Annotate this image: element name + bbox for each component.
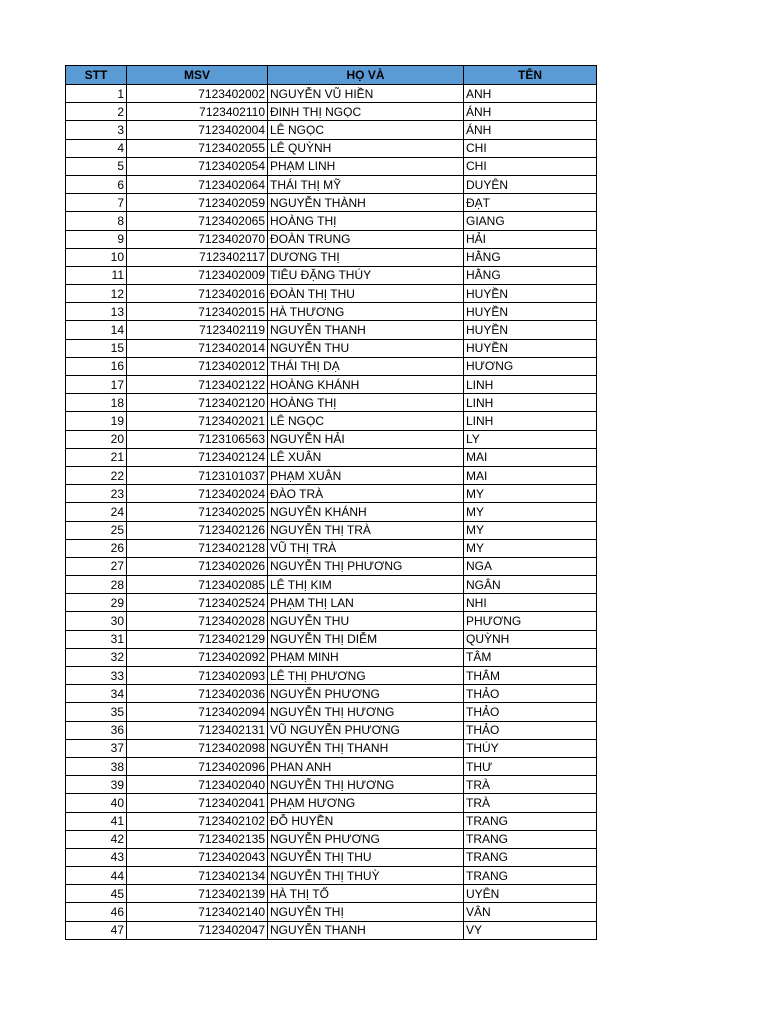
cell-stt: 34 [66,685,127,703]
table-row [66,830,597,848]
cell-ten: HƯƠNG [464,357,597,375]
table-row [66,266,597,284]
cell-ho: HOÀNG KHÁNH [268,376,464,394]
cell-msv: 7123402043 [127,848,268,866]
table-row [66,848,597,866]
table-row [66,175,597,193]
cell-ten: TRÀ [464,794,597,812]
cell-stt: 33 [66,667,127,685]
cell-stt: 9 [66,230,127,248]
cell-stt: 41 [66,812,127,830]
cell-ho: NGUYỄN HẢI [268,430,464,448]
cell-ho: HÀ THỊ TỐ [268,885,464,903]
cell-ten: NGÂN [464,576,597,594]
table-row [66,230,597,248]
cell-msv: 7123402093 [127,667,268,685]
cell-ten: THẢO [464,721,597,739]
cell-stt: 39 [66,776,127,794]
cell-ho: ĐINH THỊ NGỌC [268,103,464,121]
table-row [66,103,597,121]
cell-stt: 11 [66,266,127,284]
cell-msv: 7123402124 [127,448,268,466]
cell-stt: 5 [66,157,127,175]
table-row [66,612,597,630]
cell-stt: 37 [66,739,127,757]
cell-ten: HẰNG [464,248,597,266]
header-ho: HỌ VÀ [268,66,464,85]
cell-ho: NGUYỄN THỊ HƯƠNG [268,703,464,721]
cell-stt: 46 [66,903,127,921]
cell-stt: 16 [66,357,127,375]
cell-ho: ĐOÀN TRUNG [268,230,464,248]
cell-ten: LINH [464,376,597,394]
cell-stt: 43 [66,848,127,866]
cell-stt: 45 [66,885,127,903]
cell-ho: ĐÀO TRÀ [268,485,464,503]
cell-msv: 7123402065 [127,212,268,230]
cell-msv: 7123402009 [127,266,268,284]
cell-ten: MAI [464,466,597,484]
cell-ten: NHI [464,594,597,612]
cell-ho: NGUYỄN THU [268,339,464,357]
cell-ho: LÊ NGỌC [268,121,464,139]
cell-ho: NGUYỄN THÀNH [268,194,464,212]
cell-stt: 47 [66,921,127,939]
cell-stt: 24 [66,503,127,521]
cell-stt: 15 [66,339,127,357]
header-msv: MSV [127,66,268,85]
table-row [66,339,597,357]
cell-ho: NGUYỄN THỊ THUỲ [268,867,464,885]
table-row [66,594,597,612]
table-body [66,85,597,940]
cell-msv: 7123402524 [127,594,268,612]
table-row [66,85,597,103]
cell-stt: 29 [66,594,127,612]
cell-ho: NGUYỄN THỊ THU [268,848,464,866]
cell-stt: 21 [66,448,127,466]
cell-stt: 31 [66,630,127,648]
cell-msv: 7123402094 [127,703,268,721]
cell-msv: 7123402036 [127,685,268,703]
cell-msv: 7123402117 [127,248,268,266]
cell-ten: ÁNH [464,103,597,121]
table-row [66,867,597,885]
cell-stt: 30 [66,612,127,630]
table-row [66,521,597,539]
table-row [66,448,597,466]
table-row [66,812,597,830]
cell-msv: 7123402064 [127,175,268,193]
cell-stt: 6 [66,175,127,193]
cell-ho: VŨ THỊ TRÀ [268,539,464,557]
cell-ten: NGA [464,557,597,575]
cell-ten: HUYỀN [464,321,597,339]
cell-ho: NGUYỄN KHÁNH [268,503,464,521]
cell-stt: 35 [66,703,127,721]
table-row [66,466,597,484]
table-row [66,885,597,903]
cell-msv: 7123402119 [127,321,268,339]
table-row [66,303,597,321]
cell-msv: 7123402047 [127,921,268,939]
cell-ten: QUỲNH [464,630,597,648]
cell-msv: 7123402024 [127,485,268,503]
cell-msv: 7123402128 [127,539,268,557]
cell-stt: 13 [66,303,127,321]
cell-msv: 7123402028 [127,612,268,630]
cell-stt: 23 [66,485,127,503]
table-row [66,703,597,721]
table-row [66,394,597,412]
cell-msv: 7123402135 [127,830,268,848]
cell-ten: HUYỀN [464,303,597,321]
cell-msv: 7123402012 [127,357,268,375]
cell-stt: 4 [66,139,127,157]
cell-ten: TRANG [464,812,597,830]
cell-ten: THẮM [464,667,597,685]
table-row [66,794,597,812]
cell-stt: 26 [66,539,127,557]
cell-ten: HUYỀN [464,285,597,303]
table-row [66,212,597,230]
cell-ho: PHẠM THỊ LAN [268,594,464,612]
table-row [66,121,597,139]
cell-ho: NGUYỄN THỊ DIỄM [268,630,464,648]
cell-stt: 17 [66,376,127,394]
table-row [66,157,597,175]
table-row [66,357,597,375]
cell-msv: 7123402110 [127,103,268,121]
cell-ten: CHI [464,157,597,175]
cell-ho: HÀ THƯƠNG [268,303,464,321]
cell-ho: THÁI THỊ DẠ [268,357,464,375]
cell-ten: ANH [464,85,597,103]
cell-ten: GIANG [464,212,597,230]
cell-ho: NGUYỄN THỊ THANH [268,739,464,757]
cell-ho: ĐOÀN THỊ THU [268,285,464,303]
cell-ten: MY [464,521,597,539]
cell-stt: 44 [66,867,127,885]
cell-ten: THẢO [464,685,597,703]
table-row [66,539,597,557]
cell-ten: VY [464,921,597,939]
cell-stt: 14 [66,321,127,339]
cell-ten: TÂM [464,648,597,666]
cell-ho: NGUYỄN THỊ TRÀ [268,521,464,539]
cell-msv: 7123402026 [127,557,268,575]
table-row [66,139,597,157]
cell-ho: PHẠM LINH [268,157,464,175]
cell-ten: UYÊN [464,885,597,903]
table-row [66,776,597,794]
cell-msv: 7123402096 [127,757,268,775]
cell-stt: 8 [66,212,127,230]
cell-ho: PHẠM HƯƠNG [268,794,464,812]
cell-ho: NGUYỄN THANH [268,321,464,339]
table-row [66,248,597,266]
cell-ten: TRANG [464,848,597,866]
cell-stt: 12 [66,285,127,303]
header-ten: TÊN [464,66,597,85]
cell-ten: CHI [464,139,597,157]
table-row [66,194,597,212]
cell-msv: 7123402040 [127,776,268,794]
cell-ten: HUYỀN [464,339,597,357]
cell-ho: NGUYỄN THỊ HƯƠNG [268,776,464,794]
table-row [66,921,597,939]
cell-ho: LÊ QUỲNH [268,139,464,157]
cell-ten: HẢI [464,230,597,248]
cell-stt: 28 [66,576,127,594]
cell-stt: 22 [66,466,127,484]
cell-ho: LÊ THỊ PHƯƠNG [268,667,464,685]
table-row [66,721,597,739]
cell-ho: LÊ XUÂN [268,448,464,466]
header-row [66,66,597,85]
cell-stt: 36 [66,721,127,739]
cell-msv: 7123101037 [127,466,268,484]
table-row [66,903,597,921]
cell-ten: THƯ [464,757,597,775]
cell-ten: MAI [464,448,597,466]
cell-msv: 7123402055 [127,139,268,157]
table-row [66,485,597,503]
cell-ten: LINH [464,412,597,430]
cell-ho: TIÊU ĐẶNG THÚY [268,266,464,284]
cell-ten: THÚY [464,739,597,757]
cell-stt: 3 [66,121,127,139]
cell-ten: THẢO [464,703,597,721]
cell-ten: ĐẠT [464,194,597,212]
cell-ho: ĐỖ HUYỀN [268,812,464,830]
cell-msv: 7123402059 [127,194,268,212]
table-row [66,376,597,394]
table-row [66,630,597,648]
cell-ten: HẰNG [464,266,597,284]
cell-ho: VŨ NGUYỄN PHƯƠNG [268,721,464,739]
cell-ho: HOÀNG THỊ [268,212,464,230]
cell-ho: NGUYỄN THU [268,612,464,630]
cell-msv: 7123402014 [127,339,268,357]
table-row [66,321,597,339]
cell-msv: 7123402021 [127,412,268,430]
table-row [66,503,597,521]
table-row [66,739,597,757]
table-row [66,412,597,430]
cell-msv: 7123402002 [127,85,268,103]
table-row [66,757,597,775]
cell-ten: TRANG [464,830,597,848]
cell-msv: 7123402004 [127,121,268,139]
cell-ten: LY [464,430,597,448]
cell-msv: 7123402041 [127,794,268,812]
cell-stt: 10 [66,248,127,266]
cell-msv: 7123402139 [127,885,268,903]
cell-msv: 7123402092 [127,648,268,666]
student-table [65,65,597,940]
cell-ho: NGUYỄN THỊ PHƯƠNG [268,557,464,575]
cell-ho: LÊ NGỌC [268,412,464,430]
cell-msv: 7123402016 [127,285,268,303]
table-row [66,576,597,594]
table-row [66,285,597,303]
cell-ten: ÁNH [464,121,597,139]
cell-ten: MY [464,485,597,503]
header-stt: STT [66,66,127,85]
cell-stt: 42 [66,830,127,848]
cell-ten: PHƯƠNG [464,612,597,630]
cell-ten: MY [464,503,597,521]
cell-stt: 18 [66,394,127,412]
cell-ho: NGUYỄN PHƯƠNG [268,830,464,848]
cell-msv: 7123402085 [127,576,268,594]
cell-stt: 40 [66,794,127,812]
cell-ten: DUYÊN [464,175,597,193]
cell-ho: NGUYỄN THANH [268,921,464,939]
cell-ho: THÁI THỊ MỸ [268,175,464,193]
cell-msv: 7123402070 [127,230,268,248]
cell-ho: PHẠM XUÂN [268,466,464,484]
cell-msv: 7123402098 [127,739,268,757]
cell-ho: NGUYỄN PHƯƠNG [268,685,464,703]
cell-ho: HOÀNG THỊ [268,394,464,412]
cell-ho: PHAN ANH [268,757,464,775]
table-row [66,685,597,703]
cell-stt: 20 [66,430,127,448]
cell-stt: 7 [66,194,127,212]
cell-msv: 7123402102 [127,812,268,830]
cell-stt: 19 [66,412,127,430]
cell-stt: 1 [66,85,127,103]
cell-stt: 25 [66,521,127,539]
cell-ten: TRÀ [464,776,597,794]
cell-ten: VÂN [464,903,597,921]
table-row [66,667,597,685]
table-row [66,557,597,575]
cell-ho: DƯƠNG THỊ [268,248,464,266]
cell-msv: 7123402054 [127,157,268,175]
cell-stt: 32 [66,648,127,666]
cell-msv: 7123402120 [127,394,268,412]
cell-ten: TRANG [464,867,597,885]
cell-msv: 7123402126 [127,521,268,539]
cell-ho: LÊ THỊ KIM [268,576,464,594]
cell-msv: 7123402131 [127,721,268,739]
cell-ho: NGUYỄN VŨ HIỀN [268,85,464,103]
cell-msv: 7123106563 [127,430,268,448]
table-row [66,430,597,448]
cell-ho: NGUYỄN THỊ [268,903,464,921]
cell-stt: 27 [66,557,127,575]
cell-msv: 7123402129 [127,630,268,648]
cell-msv: 7123402140 [127,903,268,921]
table-row [66,648,597,666]
cell-msv: 7123402015 [127,303,268,321]
cell-msv: 7123402025 [127,503,268,521]
cell-ten: MY [464,539,597,557]
cell-ten: LINH [464,394,597,412]
cell-ho: PHẠM MINH [268,648,464,666]
cell-msv: 7123402122 [127,376,268,394]
cell-msv: 7123402134 [127,867,268,885]
cell-stt: 38 [66,757,127,775]
cell-stt: 2 [66,103,127,121]
